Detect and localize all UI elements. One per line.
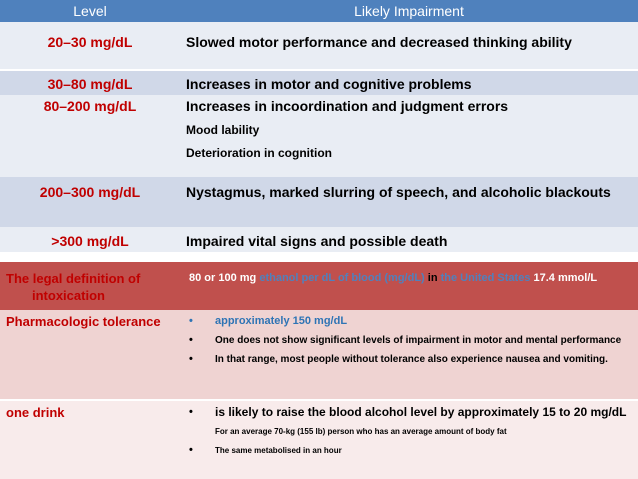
legal-definition-value bbox=[183, 262, 638, 310]
impairment-sub: Mood lability bbox=[186, 123, 260, 137]
table-row bbox=[0, 70, 638, 95]
tolerance-bullets bbox=[187, 315, 628, 366]
impairment-cell: Increases in motor and cognitive problems bbox=[180, 70, 638, 95]
impairment-sub: Deterioration in cognition bbox=[186, 146, 332, 160]
one-drink-row bbox=[0, 400, 638, 479]
list-item: • One does not show significant levels of impairment in motor and mental performance bbox=[187, 334, 628, 347]
header-impairment: Likely Impairment bbox=[180, 0, 638, 22]
impairment-cell: Slowed motor performance and decreased thinking ability bbox=[180, 22, 638, 70]
legal-value-hidden1: ethanol per dL of blood (mg/dL) bbox=[256, 272, 428, 284]
definitions-table bbox=[0, 262, 638, 479]
level-cell: 20–30 mg/dL bbox=[0, 22, 180, 70]
impairment-cell: Nystagmus, marked slurring of speech, and alcoholic blackouts bbox=[180, 177, 638, 227]
table-row bbox=[0, 95, 638, 177]
table-row bbox=[0, 177, 638, 227]
level-cell: 80–200 mg/dL bbox=[0, 95, 180, 177]
table-row bbox=[0, 227, 638, 252]
list-item: • In that range, most people without tolerance also experience nausea and vomiting. bbox=[187, 353, 628, 366]
table-header-row bbox=[0, 0, 638, 22]
impairment-cell bbox=[180, 95, 638, 177]
legal-value-a: 80 or 100 mg bbox=[189, 272, 257, 284]
drink-bullet-note: For an average 70-kg (155 lb) person who has an average amount of body fat bbox=[215, 427, 507, 436]
level-cell: >300 mg/dL bbox=[0, 227, 180, 252]
level-cell: 200–300 mg/dL bbox=[0, 177, 180, 227]
legal-value-hidden2: the United States bbox=[437, 272, 534, 284]
tolerance-value bbox=[183, 310, 638, 400]
legal-value-c: 17.4 mmol/L bbox=[533, 272, 598, 284]
tolerance-label: Pharmacologic tolerance bbox=[0, 310, 183, 400]
one-drink-value bbox=[183, 400, 638, 479]
list-item: • approximately 150 mg/dL bbox=[187, 315, 628, 328]
impairment-cell: Impaired vital signs and possible death bbox=[180, 227, 638, 252]
legal-label-line1: The legal definition of bbox=[6, 271, 141, 286]
legal-definition-label bbox=[0, 262, 183, 310]
tolerance-row bbox=[0, 310, 638, 400]
legal-label-line2: intoxication bbox=[32, 288, 105, 303]
legal-definition-row bbox=[0, 262, 638, 310]
list-item bbox=[187, 404, 628, 440]
level-cell: 30–80 mg/dL bbox=[0, 70, 180, 95]
legal-value-b: in bbox=[427, 272, 438, 284]
list-item: • The same metabolised in an hour bbox=[187, 444, 628, 457]
one-drink-label: one drink bbox=[0, 400, 183, 479]
table-row bbox=[0, 22, 638, 70]
impairment-main: Increases in incoordination and judgment errors bbox=[186, 98, 509, 114]
drink-bullet-main: is likely to raise the blood alcohol level by approximately 15 to 20 mg/dL bbox=[215, 405, 627, 419]
header-level: Level bbox=[0, 0, 180, 22]
one-drink-bullets bbox=[187, 404, 628, 457]
